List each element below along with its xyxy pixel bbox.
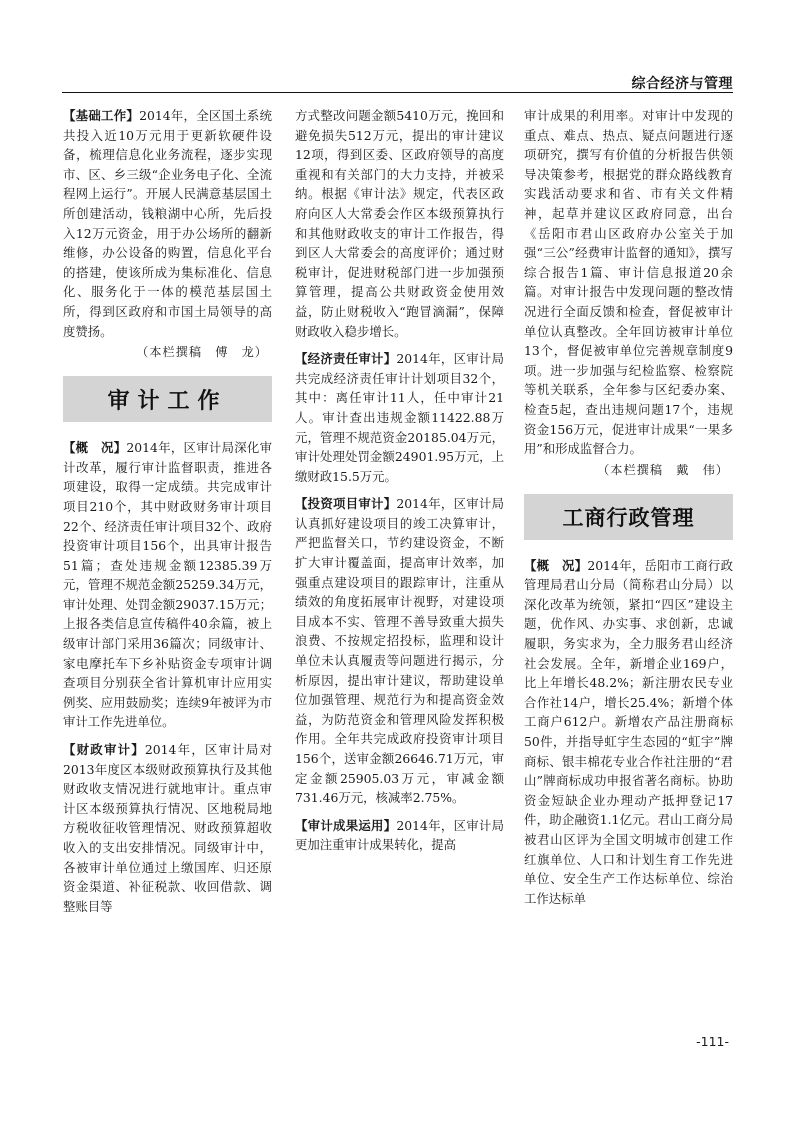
paragraph-text: 2014年，区审计局深化审计改革，履行审计监督职责，推进各项建设，取得一定成绩。共完成审计项目210个，其中财政财务审计项目22个、经济责任审计项目32个、政府投资审计项目156个，出具审计报告51篇；查处违规金额12385.39万元，管理不规范金额25259.34万元，审计处理、处罚金额29037.15万元；上报各类信息宣传稿件40余篇，被上级审计部门采用36篇次；同级审计、家电摩托车下乡补贴资金专项审计调查项目分别获全省计算机审计应用实例奖、应用鼓励奖；连续9年被评为市审计工作先进单位。 (63, 440, 273, 730)
paragraph-tag: 【概 况】 (524, 557, 588, 573)
paragraph-tag: 【经济责任审计】 (295, 351, 397, 367)
paragraph-tag: 【审计成果运用】 (295, 817, 397, 833)
paragraph-tag: 【投资项目审计】 (295, 496, 397, 512)
paragraph-text: 2014年，区审计局认真抓好建设项目的竣工决算审计，严把监督关口，节约建设资金，不断扩大审计覆盖面，提高审计效率，加强重点建设项目的跟踪审计，注重从绩效的角度拓展审计视野，对建设项目成本不实、管理不善导致重大损失浪费、不按规定招投标，监理和设计单位未认真履责等问题进行揭示，分析原因，提出审计建议，帮助建设单位加强管理、规范行为和提高资金效益，为防范资金和管理风险发挥积极作用。全年共完成政府投资审计项目156个，送审金额26646.71万元，审定金额25905.03万元，审减金额731.46万元，核减率2.75%。 (295, 496, 504, 806)
paragraph-basic-work (63, 106, 272, 341)
paragraph-text: 方式整改问题金额5410万元，挽回和避免损失512万元，提出的审计建议12项，得到区委、区政府领导的高度重视和有关部门的大力支持，并被采纳。根据《审计法》规定，代表区政府向区人大常委会作区本级预算执行和其他财政收支的审计工作报告，得到区人大常委会的高度评价；通过财税审计，促进财税部门进一步加强预算管理，提高公共财政资金使用效益，防止财税收入“跑冒滴漏”，保障财政收入稳步增长。 (295, 108, 504, 339)
paragraph-audit-results-cont (524, 106, 733, 459)
paragraph-economic-responsibility-audit (295, 349, 504, 486)
paragraph-fiscal-audit (63, 740, 272, 916)
section-heading-business-admin: 工商行政管理 (524, 494, 733, 540)
paragraph-text: 2014年，区审计局对2013年度区本级财政预算执行及其他财政收支情况进行就地审计。重点审计区本级预算执行情况、区地税局地方税收征收管理情况、财政预算超收收入的支出安排情况。同级审计中，各被审计单位通过上缴国库、归还原资金渠道、补征税款、收回借款、调整账目等 (63, 742, 272, 914)
running-header-title: 综合经济与管理 (631, 76, 733, 92)
column-3 (524, 106, 733, 916)
column-1 (63, 106, 272, 924)
paragraph-audit-overview (63, 438, 272, 732)
paragraph-business-overview (524, 556, 733, 909)
byline-credit: （本栏撰稿 傅 龙） (136, 345, 268, 360)
paragraph-text: 2014年，岳阳市工商行政管理局君山分局（简称君山分局）以深化改革为统领，紧扣“四区”建设主题，优作风、办实事、求创新，忠诚履职，务实求为，全力服务君山经济社会发展。全年，新增企业169户，比上年增长48.2%；新注册农民专业合作社14户，增长25.4%；新增个体工商户612户。新增农产品注册商标50件，并指导虹宇生态园的“虹宇”牌商标、银丰棉花专业合作社注册的“君山”牌商标成功申报省著名商标。协助资金短缺企业办理动产抵押登记17件，助企融资1.1亿元。君山工商分局被君山区评为全国文明城市创建工作红旗单位、人口和计划生育工作先进单位、安全生产工作达标单位、综治工作达标单 (524, 557, 734, 906)
paragraph-text: 2014年，区审计局共完成经济责任审计计划项目32个，其中：离任审计11人，任中审计21人。审计查出违规金额11422.88万元，管理不规范资金20185.04万元，审计处理处罚金额24901.95万元，上缴财政15.5万元。 (295, 351, 504, 484)
header-rule (62, 92, 733, 93)
page-number: -111- (696, 1034, 729, 1049)
paragraph-text: 审计成果的利用率。对审计中发现的重点、难点、热点、疑点问题进行逐项研究，撰写有价值的分析报告供领导决策参考，根据党的群众路线教育实践活动要求和省、市有关文件精神，起草并建议区政府同意，出台《岳阳市君山区政府办公室关于加强“三公”经费审计监督的通知》，撰写综合报告1篇、审计信息报道20余篇。对审计报告中发现问题的整改情况进行全面反馈和检查，督促被审计单位认真整改。全年回访被审计单位13个，督促被审单位完善规章制度9项。进一步加强与纪检监察、检察院等机关联系，全年参与区纪委办案、检查5起，查出违规问题17个，违规资金156万元，促进审计成果“一果多用”和形成监督合力。 (524, 108, 733, 457)
byline-credit: （本栏撰稿 戴 伟） (597, 462, 729, 477)
paragraph-tag: 【财政审计】 (63, 742, 145, 758)
paragraph-tag: 【基础工作】 (63, 108, 140, 123)
paragraph-fiscal-audit-cont (295, 106, 504, 341)
paragraph-text: 2014年，全区国土系统共投入近10万元用于更新软硬件设备，梳理信息化业务流程，逐步实现市、区、乡三级“企业务电子化、全流程网上运行”。开展人民满意基层国土所创建活动，钱粮湖中心所，先后投入12万元资金，用于办公场所的翻新维修，办公设备的购置，信息化平台的搭建，使该所成为集标准化、信息化、服务化于一体的模范基层国土所，得到区政府和市国土局领导的高度赞扬。 (63, 108, 272, 339)
column-2 (295, 106, 504, 863)
paragraph-text: 2014年，区审计局更加注重审计成果转化，提高 (295, 817, 504, 853)
section-heading-audit: 审计工作 (63, 376, 272, 422)
paragraph-audit-results-use (295, 816, 504, 855)
paragraph-tag: 【概 况】 (63, 440, 127, 456)
paragraph-investment-audit (295, 494, 504, 808)
